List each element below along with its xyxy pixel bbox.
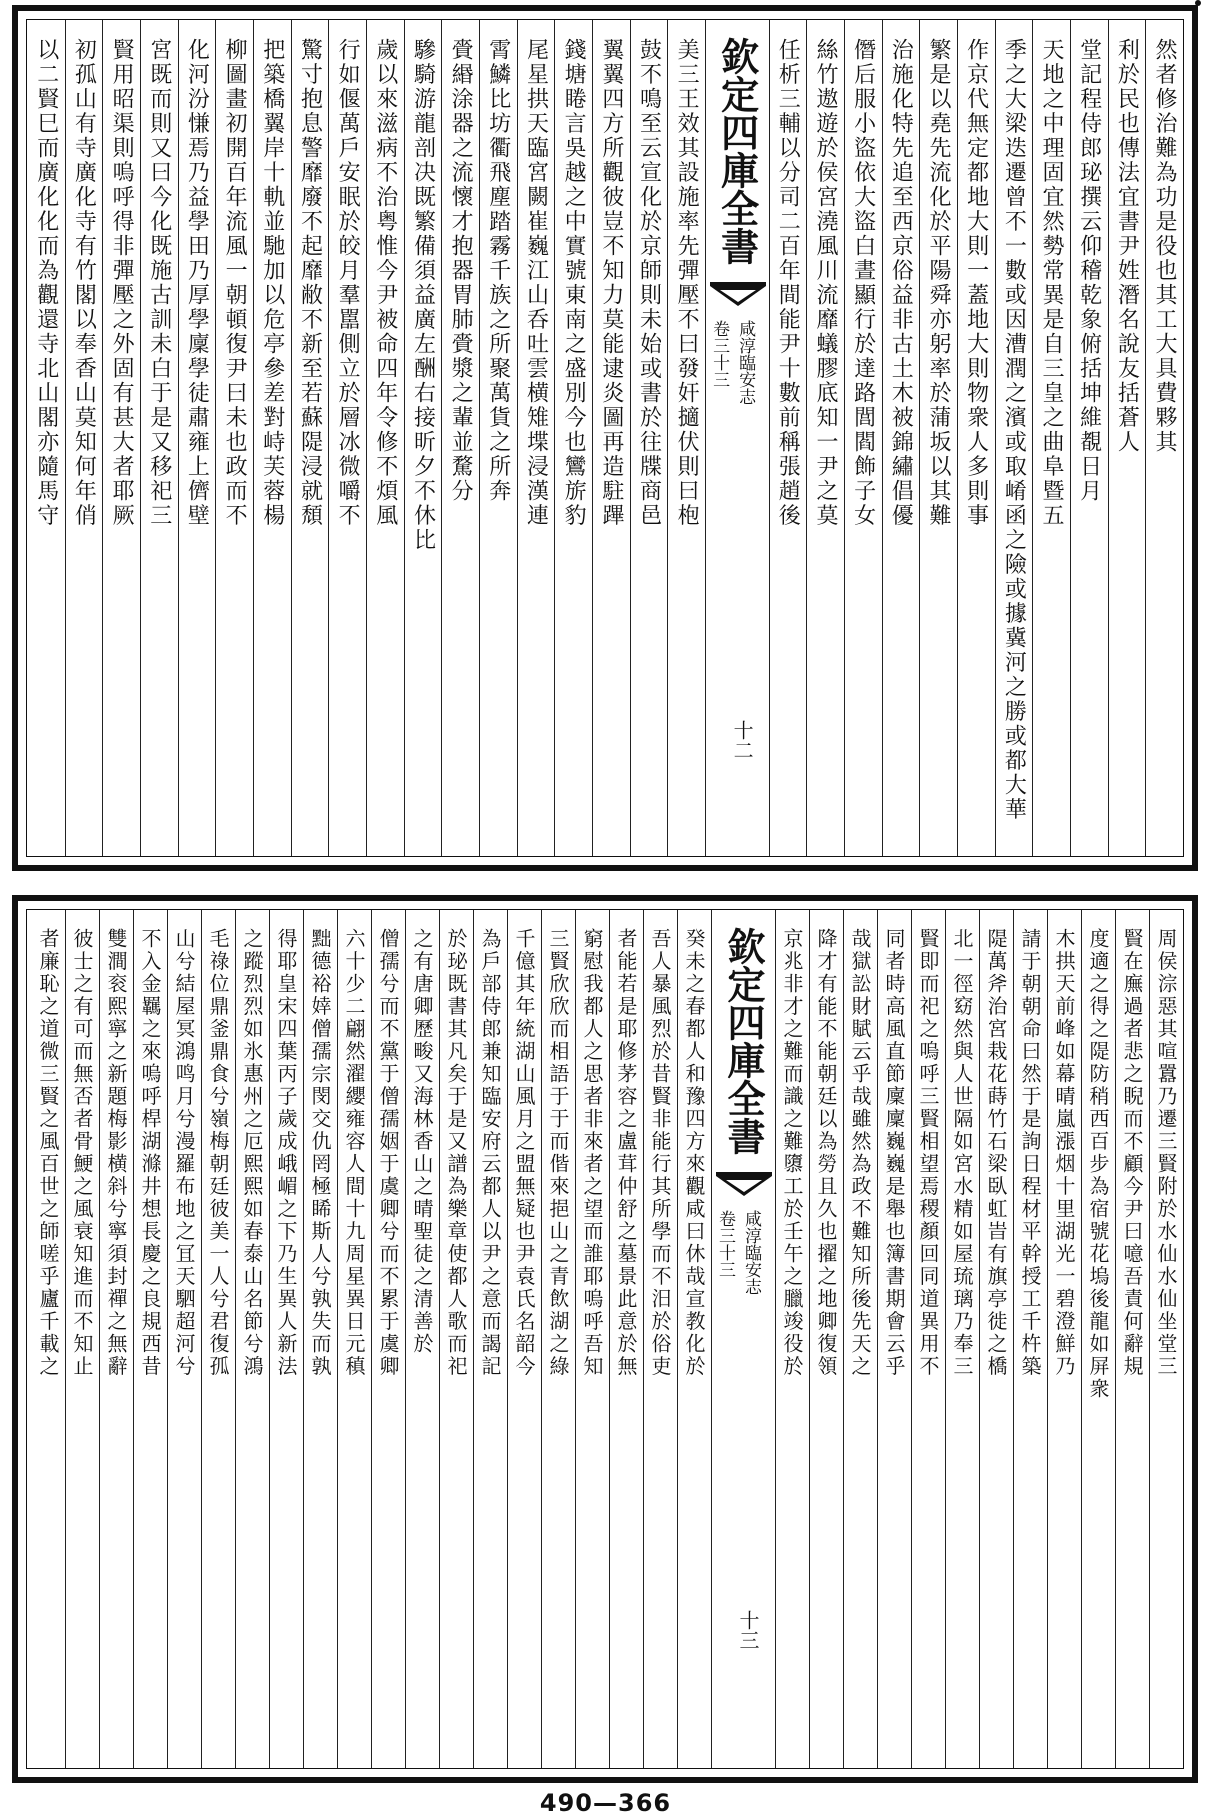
text-column: 尾星拱天臨宮闕崔巍江山呑吐雲横雉堞浸漢連 <box>517 20 555 856</box>
text-column: 驚寸抱息警靡廢不起靡敝不新至若蘇隄浸就頹 <box>291 20 329 856</box>
text-column: 窮慰我都人之思者非來者之望而誰耶嗚呼吾知 <box>575 910 609 1768</box>
text-column: 利於民也傳法宜書尹姓潛名說友括蒼人 <box>1108 20 1146 856</box>
text-column: 不入金羈之來嗚呼桿湖滌井想長慶之良規西昔 <box>133 910 167 1768</box>
text-column: 木拱天前峰如幕晴嵐漲烟十里湖光一碧澄鮮乃 <box>1047 910 1081 1768</box>
text-column: 京兆非才之難而識之難隳工於壬午之臘竣役於 <box>775 910 809 1768</box>
text-column: 千億其年統湖山風月之盟無疑也尹袁氏名韶今 <box>507 910 541 1768</box>
source-label: 咸淳臨安志 <box>741 1210 761 1295</box>
text-column: 度適之得之隄防稍西百步為宿號花塢後龍如屏衆 <box>1081 910 1115 1768</box>
text-column: 哉獄訟財賦云乎哉雖然為政不難知所後先天之 <box>843 910 877 1768</box>
text-column: 賫緡涂器之流懷才抱器胃肺賫漿之輩並騖分 <box>441 20 479 856</box>
text-column: 驂騎游龍剖决既繁備須益廣左酬右接昕夕不休比 <box>404 20 442 856</box>
text-column: 堂記程侍郎珌撰云仰稽乾象俯括坤維覩日月 <box>1070 20 1108 856</box>
text-column: 治施化特先追至西京俗益非古土木被錦繡倡優 <box>882 20 920 856</box>
text-column: 賢用昭渠則嗚呼得非彈壓之外固有甚大者耶厥 <box>102 20 140 856</box>
text-column: 為戶部侍郎兼知臨安府云都人以尹之意而謁記 <box>473 910 507 1768</box>
text-column: 毛祿位鼎釜鼎食兮嶺梅朝廷彼美一人兮君復孤 <box>201 910 235 1768</box>
text-column: 作京代無定都地大則一蓋地大則物衆人多則事 <box>957 20 995 856</box>
text-column: 者能若是耶修茅容之盧茸仲舒之墓景此意於無 <box>609 910 643 1768</box>
center-fold <box>705 20 768 856</box>
fishtail-mark-icon <box>716 1172 772 1198</box>
text-column: 癸未之春都人和豫四方來觀咸曰休哉宣教化於 <box>677 910 711 1768</box>
top-page <box>12 5 1198 871</box>
text-column: 繁是以堯先流化於平陽舜亦躬率於蒲坂以其難 <box>919 20 957 856</box>
text-column: 美三王效其設施率先彈壓不曰發奸擿伏則曰枹 <box>667 20 705 856</box>
text-column: 歲以來滋病不治粤惟今尹被命四年令修不煩風 <box>366 20 404 856</box>
text-column: 山兮結屋冥鴻鸣月兮漫羅布地之冝天駟超河兮 <box>167 910 201 1768</box>
text-column: 把築橋翼岸十軌並馳加以危亭參差對峙芙蓉楊 <box>253 20 291 856</box>
text-column: 賢在廡過者悲之睨而不顧今尹曰噫吾責何辭規 <box>1115 910 1149 1768</box>
bottom-page-columns <box>27 910 1183 1768</box>
text-column: 北一徑窈然與人世隔如宮水精如屋琉璃乃奉三 <box>945 910 979 1768</box>
text-column: 降才有能不能朝廷以為勞且久也擢之地卿復領 <box>809 910 843 1768</box>
text-column: 季之大梁迭遷曾不一數或因漕潤之濱或取崤函之險或據冀河之勝或都大華 <box>995 20 1033 856</box>
text-column: 請于朝朝命曰然于是詢日程材平幹授工千杵築 <box>1013 910 1047 1768</box>
text-column: 者廉恥之道微三賢之風百世之師嗟乎廬千載之 <box>36 928 60 1378</box>
text-column: 賢即而祀之嗚呼三賢相望焉稷顏回同道異用不 <box>911 910 945 1768</box>
text-column: 三賢欣欣而相語于于而偕來挹山之青飲湖之綠 <box>541 910 575 1768</box>
text-column: 同者時高風直節廩廩巍巍是舉也簿書期會云乎 <box>877 910 911 1768</box>
text-column: 絲竹遨遊於侯宮澆風川流靡蟻膠底知一尹之莫 <box>806 20 844 856</box>
text-column: 以二賢巳而廣化化而為觀還寺北山閣亦隨馬守 <box>33 38 59 528</box>
volume-label: 卷三十三 <box>709 320 730 388</box>
text-column: 僧孺兮而不黨于僧孺姻于虞卿兮而不累于虞卿 <box>371 910 405 1768</box>
text-column: 隄萬斧治宮栽花蒔竹石梁臥虹旹有旗亭徙之橋 <box>979 910 1013 1768</box>
text-column: 初孤山有寺廣化寺有竹閣以奉香山莫知何年俏 <box>65 20 103 856</box>
leaf-number: 十二 <box>730 720 755 760</box>
text-column: 化河汾慊焉乃益學田乃厚學廩學徒肅雍上儕壁 <box>178 20 216 856</box>
page-number: 490—366 <box>539 1789 672 1817</box>
text-column: 任析三輔以分司二百年間能尹十數前稱張趙後 <box>769 20 807 856</box>
text-column: 柳圖畫初開百年流風一朝頓復尹曰未也政而不 <box>215 20 253 856</box>
text-column: 得耶皇宋四葉丙子歲成峨嵋之下乃生異人新法 <box>269 910 303 1768</box>
text-column: 鼓不鳴至云宣化於京師則未始或書於往牒商邑 <box>630 20 668 856</box>
text-column: 雙澗衮熙寧之新題梅影横斜兮寧須封禪之無辭 <box>99 910 133 1768</box>
text-column: 黜德裕婞僧孺宗閔交仇罔極睎斯人兮孰失而孰 <box>303 910 337 1768</box>
text-column: 吾人暴風烈於昔賢非能行其所學而不汨於俗吏 <box>643 910 677 1768</box>
top-page-columns <box>27 20 1183 856</box>
text-column: 於珌既書其凡矣于是又譜為樂章使都人歌而祀 <box>439 910 473 1768</box>
book-title: 欽定四庫全書 <box>714 37 760 265</box>
text-column: 錢塘睠言吳越之中實號東南之盛別今也鸞旂豹 <box>554 20 592 856</box>
text-column: 翼翼四方所觀彼豈不知力莫能逮炎圖再造駐蹕 <box>592 20 630 856</box>
fishtail-mark-icon <box>710 282 766 308</box>
text-column: 周侯淙惡其喧囂乃遷三賢附於水仙水仙坐堂三 <box>1149 910 1183 1768</box>
text-column: 六十少二翩然濯纓雍容人間十九周星異日元稹 <box>337 910 371 1768</box>
bottom-page-frame <box>26 909 1184 1769</box>
center-fold <box>711 910 775 1768</box>
text-column: 宮既而則又曰今化既施古訓未白于是又移祀三 <box>140 20 178 856</box>
text-column: 彼士之有可而無否者骨鯁之風衰知進而不知止 <box>65 910 99 1768</box>
bottom-page <box>12 895 1198 1783</box>
leaf-number: 十三 <box>736 1610 760 1650</box>
book-title: 欽定四庫全書 <box>721 927 766 1155</box>
volume-label: 卷三十三 <box>715 1210 735 1278</box>
text-column: 僭后服小盜依大盜白晝顯行於達路閭閻飾子女 <box>844 20 882 856</box>
text-column: 行如偃萬戶安眠於皎月羣嚚側立於層冰微嚼不 <box>328 20 366 856</box>
text-column: 之蹤烈烈如氷惠州之厄熙熙如春泰山名節兮鴻 <box>235 910 269 1768</box>
text-column: 然者修治難為功是役也其工大具費夥其 <box>1145 20 1183 856</box>
text-column: 之有唐卿歷畯又海林香山之晴聖徒之清善於 <box>405 910 439 1768</box>
text-column: 天地之中理固宜然勢常異是自三皇之曲阜暨五 <box>1032 20 1070 856</box>
top-page-frame <box>26 19 1184 857</box>
text-column: 霄鱗比坊衢飛塵踏霧千族之所聚萬貨之所奔 <box>479 20 517 856</box>
source-label: 咸淳臨安志 <box>735 320 756 405</box>
